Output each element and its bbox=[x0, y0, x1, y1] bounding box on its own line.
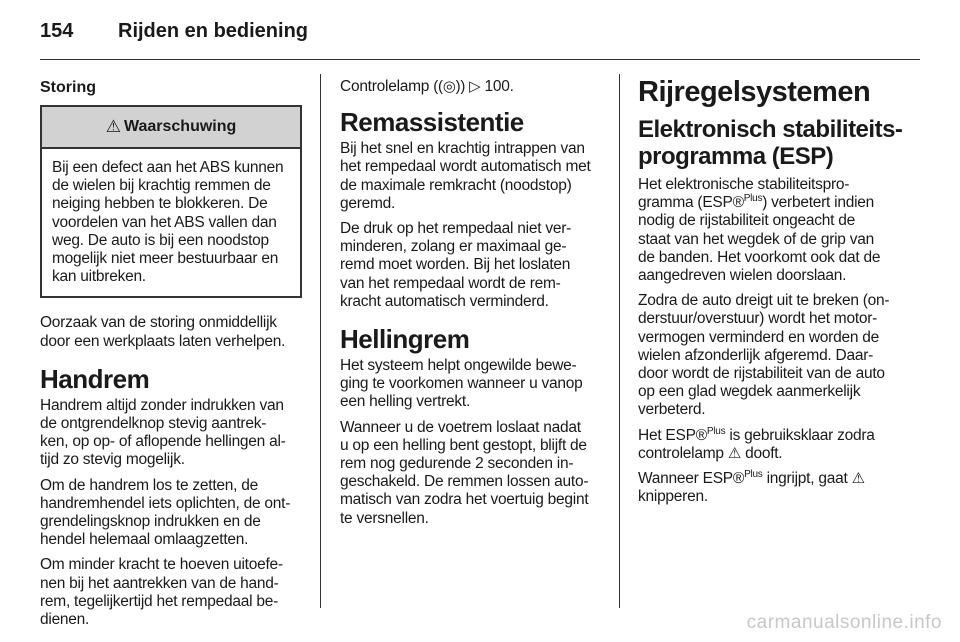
hellingrem-paragraph-2: Wanneer u de voetrem loslaat nadat u op een helling bent gestopt, blijft de rem nog gedurende 2 seconden in- geschakeld. De remmen lossen auto- matisch van zodra het voertuig begint te versnellen. bbox=[340, 418, 589, 527]
warning-body bbox=[42, 149, 300, 296]
section-heading-storing: Storing bbox=[40, 79, 96, 96]
esp-paragraph-1: Het elektronische stabiliteitspro- gramma (ESP®$^{Plus}$) verbetert indien nodig de rijstabiliteit ongeacht de staat van het wegdek of de grip van de banden. Het voorkomt ook dat de aangedreven wielen doorslaan. bbox=[638, 176, 881, 285]
section-heading-esp: Elektronisch stabiliteits- programma (ESP) bbox=[638, 116, 903, 170]
warning-header bbox=[42, 107, 300, 149]
watermark: carmanualsonline.info bbox=[746, 612, 942, 633]
page-number: 154 bbox=[40, 20, 74, 42]
control-lamp-reference: Controlelamp ((◎)) ▷ 100. bbox=[340, 78, 514, 95]
column-divider bbox=[320, 74, 321, 608]
column-middle bbox=[340, 74, 602, 535]
warning-text: Bij een defect aan het ABS kunnen de wielen bij krachtig remmen de neiging hebben te blokkeren. De voordelen van het ABS vallen dan weg. De auto is bij een noodstop mogelijk niet meer bestuurbaar en kan uitbreken. bbox=[52, 159, 284, 286]
chapter-title: Rijden en bediening bbox=[118, 20, 309, 42]
warning-triangle-icon: ⚠ bbox=[105, 117, 121, 136]
section-heading-handrem: Handrem bbox=[40, 363, 150, 394]
page-header bbox=[40, 20, 920, 60]
warning-box bbox=[40, 105, 302, 298]
column-divider bbox=[619, 74, 620, 608]
abs-lamp-icon: ((◎)) bbox=[433, 78, 466, 95]
handrem-paragraph-2: Om de handrem los te zetten, de handremhendel iets oplichten, de ont- grendelingsknop indrukken en de hendel helemaal omlaagzetten. bbox=[40, 476, 291, 549]
esp-lamp-icon: ⚠ bbox=[727, 444, 742, 462]
warning-title: Waarschuwing bbox=[123, 118, 237, 135]
page-reference-link[interactable]: 100. bbox=[484, 78, 514, 95]
column-left bbox=[40, 74, 302, 636]
main-heading: Rijregelsystemen bbox=[638, 76, 871, 108]
section-heading-hellingrem: Hellingrem bbox=[340, 324, 470, 355]
remassistentie-paragraph-2: De druk op het rempedaal niet ver- minderen, zolang er maximaal ge- remd moet worden. Bij het loslaten van het rempedaal wordt de rem- kracht automatisch verminderd. bbox=[340, 220, 572, 310]
column-right bbox=[638, 74, 903, 513]
esp-lamp-icon: ⚠ bbox=[851, 470, 865, 488]
esp-paragraph-4: Wanneer ESP®$^{Plus}$ ingrijpt, gaat ⚠ knipperen. bbox=[638, 468, 865, 506]
remassistentie-paragraph-1: Bij het snel en krachtig intrappen van het rempedaal wordt automatisch met de maximale remkracht (noodstop) geremd. bbox=[340, 140, 591, 212]
handrem-paragraph-3: Om minder kracht te hoeven uitoefe- nen bij het aantrekken van de hand- rem, tegelijkertijd het rempedaal be- dienen. bbox=[40, 556, 283, 629]
esp-paragraph-2: Zodra de auto dreigt uit te breken (on- derstuur/overstuur) wordt het motor- vermogen verminderd en worden de wielen afzonderlijk afgeremd. Daar- door wordt de rijstabiliteit van de auto op een glad wegdek aanmerkelijk verbeterd. bbox=[638, 292, 890, 419]
handrem-paragraph-1: Handrem altijd zonder indrukken van de ontgrendelknop stevig aantrek- ken, op op- of aflopende hellingen al- tijd zo stevig mogelijk. bbox=[40, 396, 286, 469]
esp-paragraph-3: Het ESP®$^{Plus}$ is gebruiksklaar zodra controlelamp ⚠ dooft. bbox=[638, 425, 875, 462]
hellingrem-paragraph-1: Het systeem helpt ongewilde bewe- ging te voorkomen wanneer u vanop een helling vertrekt. bbox=[340, 357, 583, 411]
storing-paragraph: Oorzaak van de storing onmiddellijk door een werkplaats laten verhelpen. bbox=[40, 314, 286, 350]
page-ref-arrow-icon[interactable]: ▷ bbox=[469, 78, 481, 95]
section-heading-remassistentie: Remassistentie bbox=[340, 107, 524, 138]
